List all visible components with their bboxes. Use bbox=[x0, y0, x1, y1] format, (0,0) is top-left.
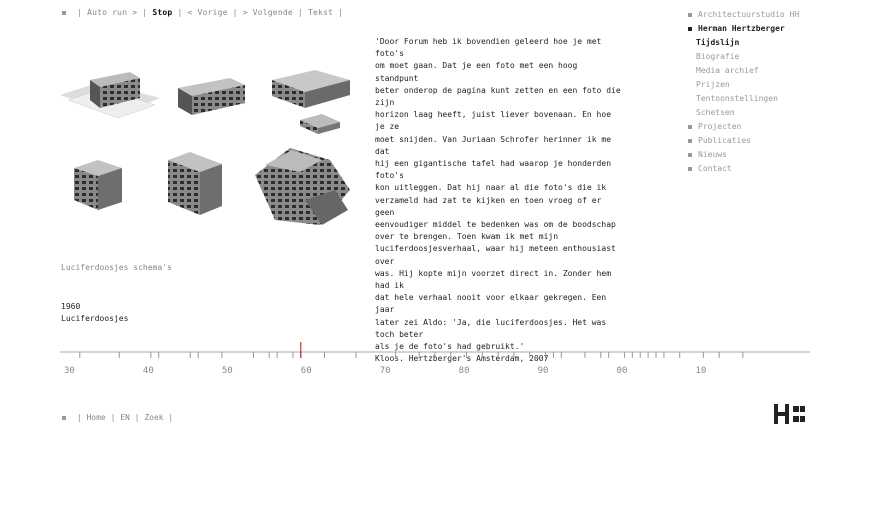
sidebar-item-prijzen[interactable] bbox=[688, 78, 868, 92]
sidebar-item-label: Projecten bbox=[698, 122, 742, 131]
sidebar-item-publicaties[interactable] bbox=[688, 134, 868, 148]
model-large-cluster bbox=[255, 148, 350, 225]
sidebar-item-label: Nieuws bbox=[698, 150, 727, 159]
sidebar-item-nieuws[interactable] bbox=[688, 148, 868, 162]
language-en-link[interactable]: EN bbox=[120, 413, 130, 422]
timeline-decade-label: 70 bbox=[379, 366, 391, 376]
model-long-block bbox=[60, 72, 160, 118]
selected-year: 1960 bbox=[61, 302, 81, 311]
sidebar-item-label: Biografie bbox=[696, 52, 740, 61]
square-bullet-icon bbox=[688, 167, 692, 171]
hh-logo[interactable] bbox=[774, 404, 806, 426]
sidebar-item-label: Schetsen bbox=[696, 108, 735, 117]
sidebar-item-label: Herman Hertzberger bbox=[698, 24, 785, 33]
stop-link[interactable]: Stop bbox=[152, 8, 173, 17]
matchbox-models-illustration bbox=[60, 60, 360, 235]
sidebar-item-contact[interactable] bbox=[688, 162, 868, 176]
sidebar-item-label: Tijdslijn bbox=[696, 38, 740, 47]
square-bullet-icon bbox=[688, 153, 692, 157]
sidebar-menu bbox=[688, 8, 868, 176]
matchbox-models-image bbox=[60, 60, 360, 230]
sidebar-item-label: Tentoonstellingen bbox=[696, 94, 778, 103]
sidebar-item-herman-hertzberger[interactable] bbox=[688, 22, 868, 36]
timeline-decade-label: 60 bbox=[300, 366, 312, 376]
square-bullet-icon bbox=[688, 27, 692, 31]
sidebar-item-label: Contact bbox=[698, 164, 732, 173]
sidebar-item-label: Media archief bbox=[696, 66, 759, 75]
square-bullet-icon bbox=[688, 13, 692, 17]
timeline-decade-label: 90 bbox=[537, 366, 549, 376]
model-cluster-block bbox=[272, 70, 350, 134]
text-link[interactable]: Tekst bbox=[307, 8, 334, 17]
model-cube-block bbox=[74, 160, 122, 210]
slideshow-controls: | Auto run > | Stop | < Vorige | > Volgende | Tekst | bbox=[62, 8, 343, 17]
timeline-decade-label: 80 bbox=[458, 366, 470, 376]
previous-link[interactable]: < Vorige bbox=[187, 8, 228, 17]
square-bullet-icon bbox=[688, 125, 692, 129]
sidebar-item-architectuurstudio-hh[interactable] bbox=[688, 8, 868, 22]
square-bullet-icon bbox=[62, 416, 66, 420]
home-link[interactable]: Home bbox=[86, 413, 106, 422]
timeline-decade-label: 10 bbox=[695, 366, 707, 376]
search-link[interactable]: Zoek bbox=[144, 413, 164, 422]
auto-run-link[interactable]: Auto run > bbox=[87, 8, 138, 17]
sidebar-item-label: Publicaties bbox=[698, 136, 751, 145]
selected-year-title: Luciferdoosjes bbox=[61, 314, 129, 323]
footer-nav: | Home | EN | Zoek | bbox=[62, 413, 173, 422]
model-stepped-block bbox=[178, 78, 245, 115]
sidebar-item-biografie[interactable] bbox=[688, 50, 868, 64]
timeline-decade-label: 50 bbox=[221, 366, 233, 376]
logo-icon bbox=[774, 404, 806, 424]
sidebar-item-label: Prijzen bbox=[696, 80, 730, 89]
sidebar-item-projecten[interactable] bbox=[688, 120, 868, 134]
timeline-decade-label: 40 bbox=[142, 366, 154, 376]
next-link[interactable]: > Volgende bbox=[242, 8, 293, 17]
sidebar-item-media-archief[interactable] bbox=[688, 64, 868, 78]
sidebar-item-tijdslijn[interactable] bbox=[688, 36, 868, 50]
image-caption: Luciferdoosjes schema's bbox=[61, 263, 172, 272]
square-bullet-icon bbox=[688, 139, 692, 143]
timeline-decade-label: 00 bbox=[616, 366, 628, 376]
timeline-chart[interactable] bbox=[60, 340, 810, 380]
sidebar-item-label: Architectuurstudio HH bbox=[698, 10, 800, 19]
sidebar-item-tentoonstellingen[interactable] bbox=[688, 92, 868, 106]
quote-text: 'Door Forum heb ik bovendien geleerd hoe je met foto's om moet gaan. Dat je een foto met een hoog standpunt beter onderop de pagina kunt zetten en een foto die zijn horizon laag heeft, juist liever bovenaan. En hoe je ze moet snijden. Van Juriaan Schrofer herinner ik me dat hij een gigantische tafel had waarop je honderden foto's kon uitleggen. Dat hij naar al die foto's die ik verzameld had zat te kijken en toen vroeg of er geen eenvoudiger middel te bedenken was om de boodschap over te brengen. Toen kwam ik met mijn luciferdoosjesverhaal, waar hij meteen enthousiast over was. Hij kopte mijn voorzet direct in. Zonder hem had ik dat hele verhaal nooit voor elkaar gekregen. Een jaar later zei Aldo: 'Ja, die luciferdoosjes. Het was toch beter als je de foto's had gebruikt.' Kloos. Hertzberger's Amsterdam, 2007 bbox=[375, 37, 621, 364]
timeline[interactable] bbox=[60, 340, 810, 380]
timeline-decade-label: 30 bbox=[64, 366, 75, 376]
square-bullet-icon bbox=[62, 11, 66, 15]
sidebar-item-schetsen[interactable] bbox=[688, 106, 868, 120]
model-tall-block bbox=[168, 152, 222, 215]
